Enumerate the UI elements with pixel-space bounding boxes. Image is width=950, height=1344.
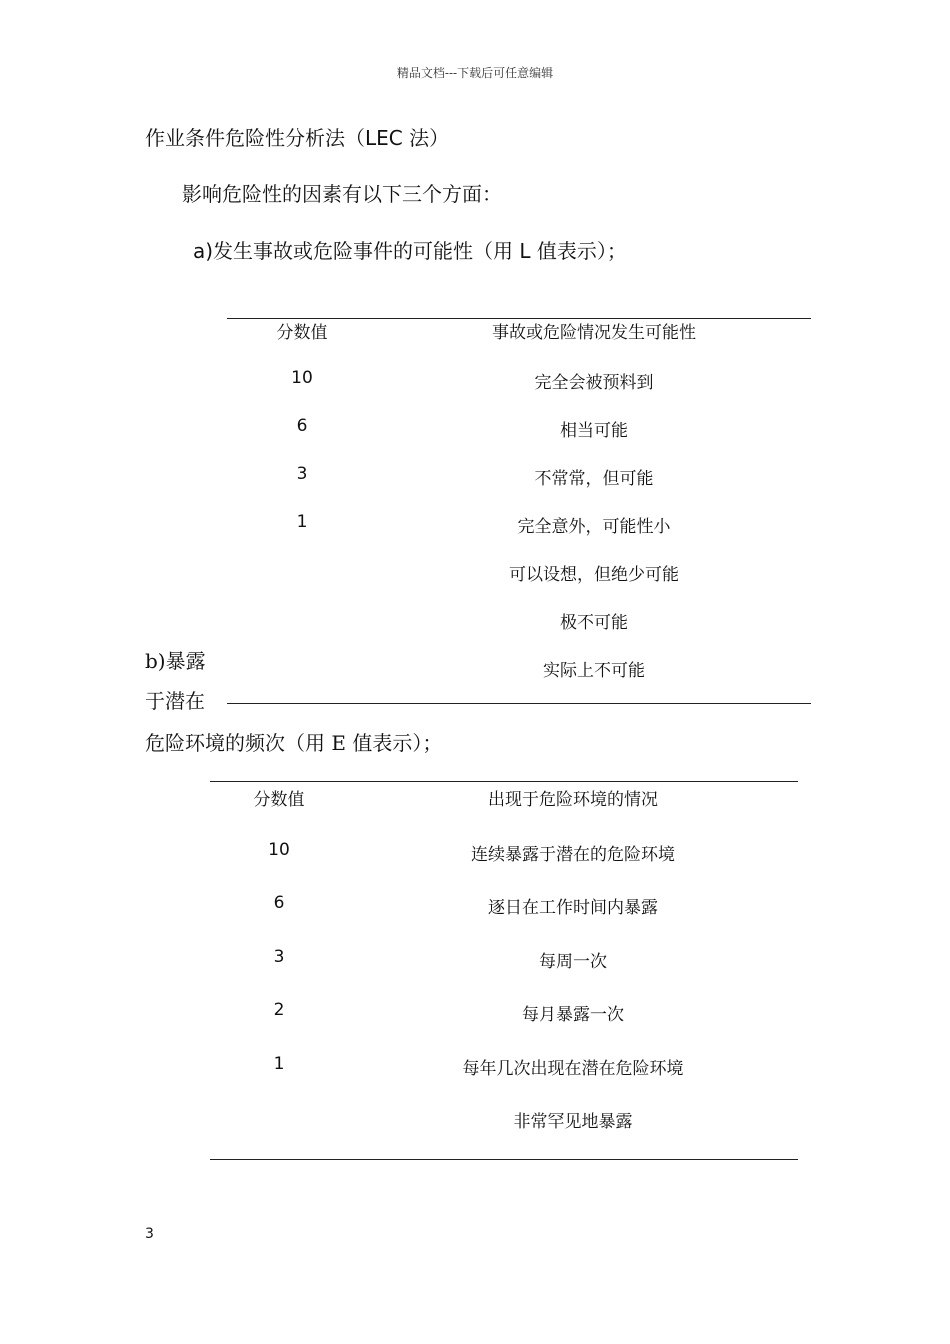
- table-l-score: 6: [296, 416, 308, 436]
- section-b-heading-line1: b)暴露: [145, 649, 206, 673]
- table-e-description: 非常罕见地暴露: [513, 1112, 633, 1132]
- intro-paragraph: 影响危险性的因素有以下三个方面：: [182, 182, 502, 206]
- table-e-bottom-rule: [210, 1159, 798, 1160]
- page-header: 精品文档---下载后可任意编辑: [396, 66, 554, 80]
- table-e-description: 每周一次: [539, 952, 607, 972]
- table-l-description: 可以设想，但绝少可能: [509, 565, 679, 585]
- section-a-heading: a)发生事故或危险事件的可能性（用 L 值表示）；: [193, 239, 627, 263]
- table-e-score: 3: [273, 947, 285, 967]
- table-l-header-description: 事故或危险情况发生可能性: [492, 323, 696, 343]
- table-e-top-rule: [210, 781, 798, 782]
- document-title: 作业条件危险性分析法（LEC 法）: [145, 126, 450, 150]
- section-b-heading-line2: 于潜在: [145, 689, 205, 713]
- table-l-header-score: 分数值: [276, 323, 328, 343]
- table-l-score: 10: [291, 368, 313, 388]
- table-e-description: 逐日在工作时间内暴露: [488, 898, 658, 918]
- table-l-description: 相当可能: [560, 421, 628, 441]
- table-l-description: 实际上不可能: [543, 661, 645, 681]
- table-l-score: 1: [296, 512, 308, 532]
- table-e-score: 2: [273, 1000, 285, 1020]
- page-number: 3: [145, 1226, 154, 1242]
- table-e-description: 连续暴露于潜在的危险环境: [471, 845, 675, 865]
- table-e-score: 10: [268, 840, 290, 860]
- table-e-description: 每年几次出现在潜在危险环境: [462, 1059, 684, 1079]
- table-e-score: 1: [273, 1054, 285, 1074]
- table-e-score: 6: [273, 893, 285, 913]
- table-e-header-score: 分数值: [253, 790, 305, 810]
- table-l-description: 极不可能: [560, 613, 628, 633]
- table-l-description: 完全会被预料到: [534, 373, 654, 393]
- table-l-bottom-rule: [227, 703, 811, 704]
- table-l-score: 3: [296, 464, 308, 484]
- table-e-header-description: 出现于危险环境的情况: [488, 790, 658, 810]
- table-e-description: 每月暴露一次: [522, 1005, 624, 1025]
- table-l-description: 完全意外，可能性小: [517, 517, 671, 537]
- table-l-description: 不常常，但可能: [534, 469, 654, 489]
- section-b-heading-line3: 危险环境的频次（用 E 值表示）；: [145, 731, 443, 755]
